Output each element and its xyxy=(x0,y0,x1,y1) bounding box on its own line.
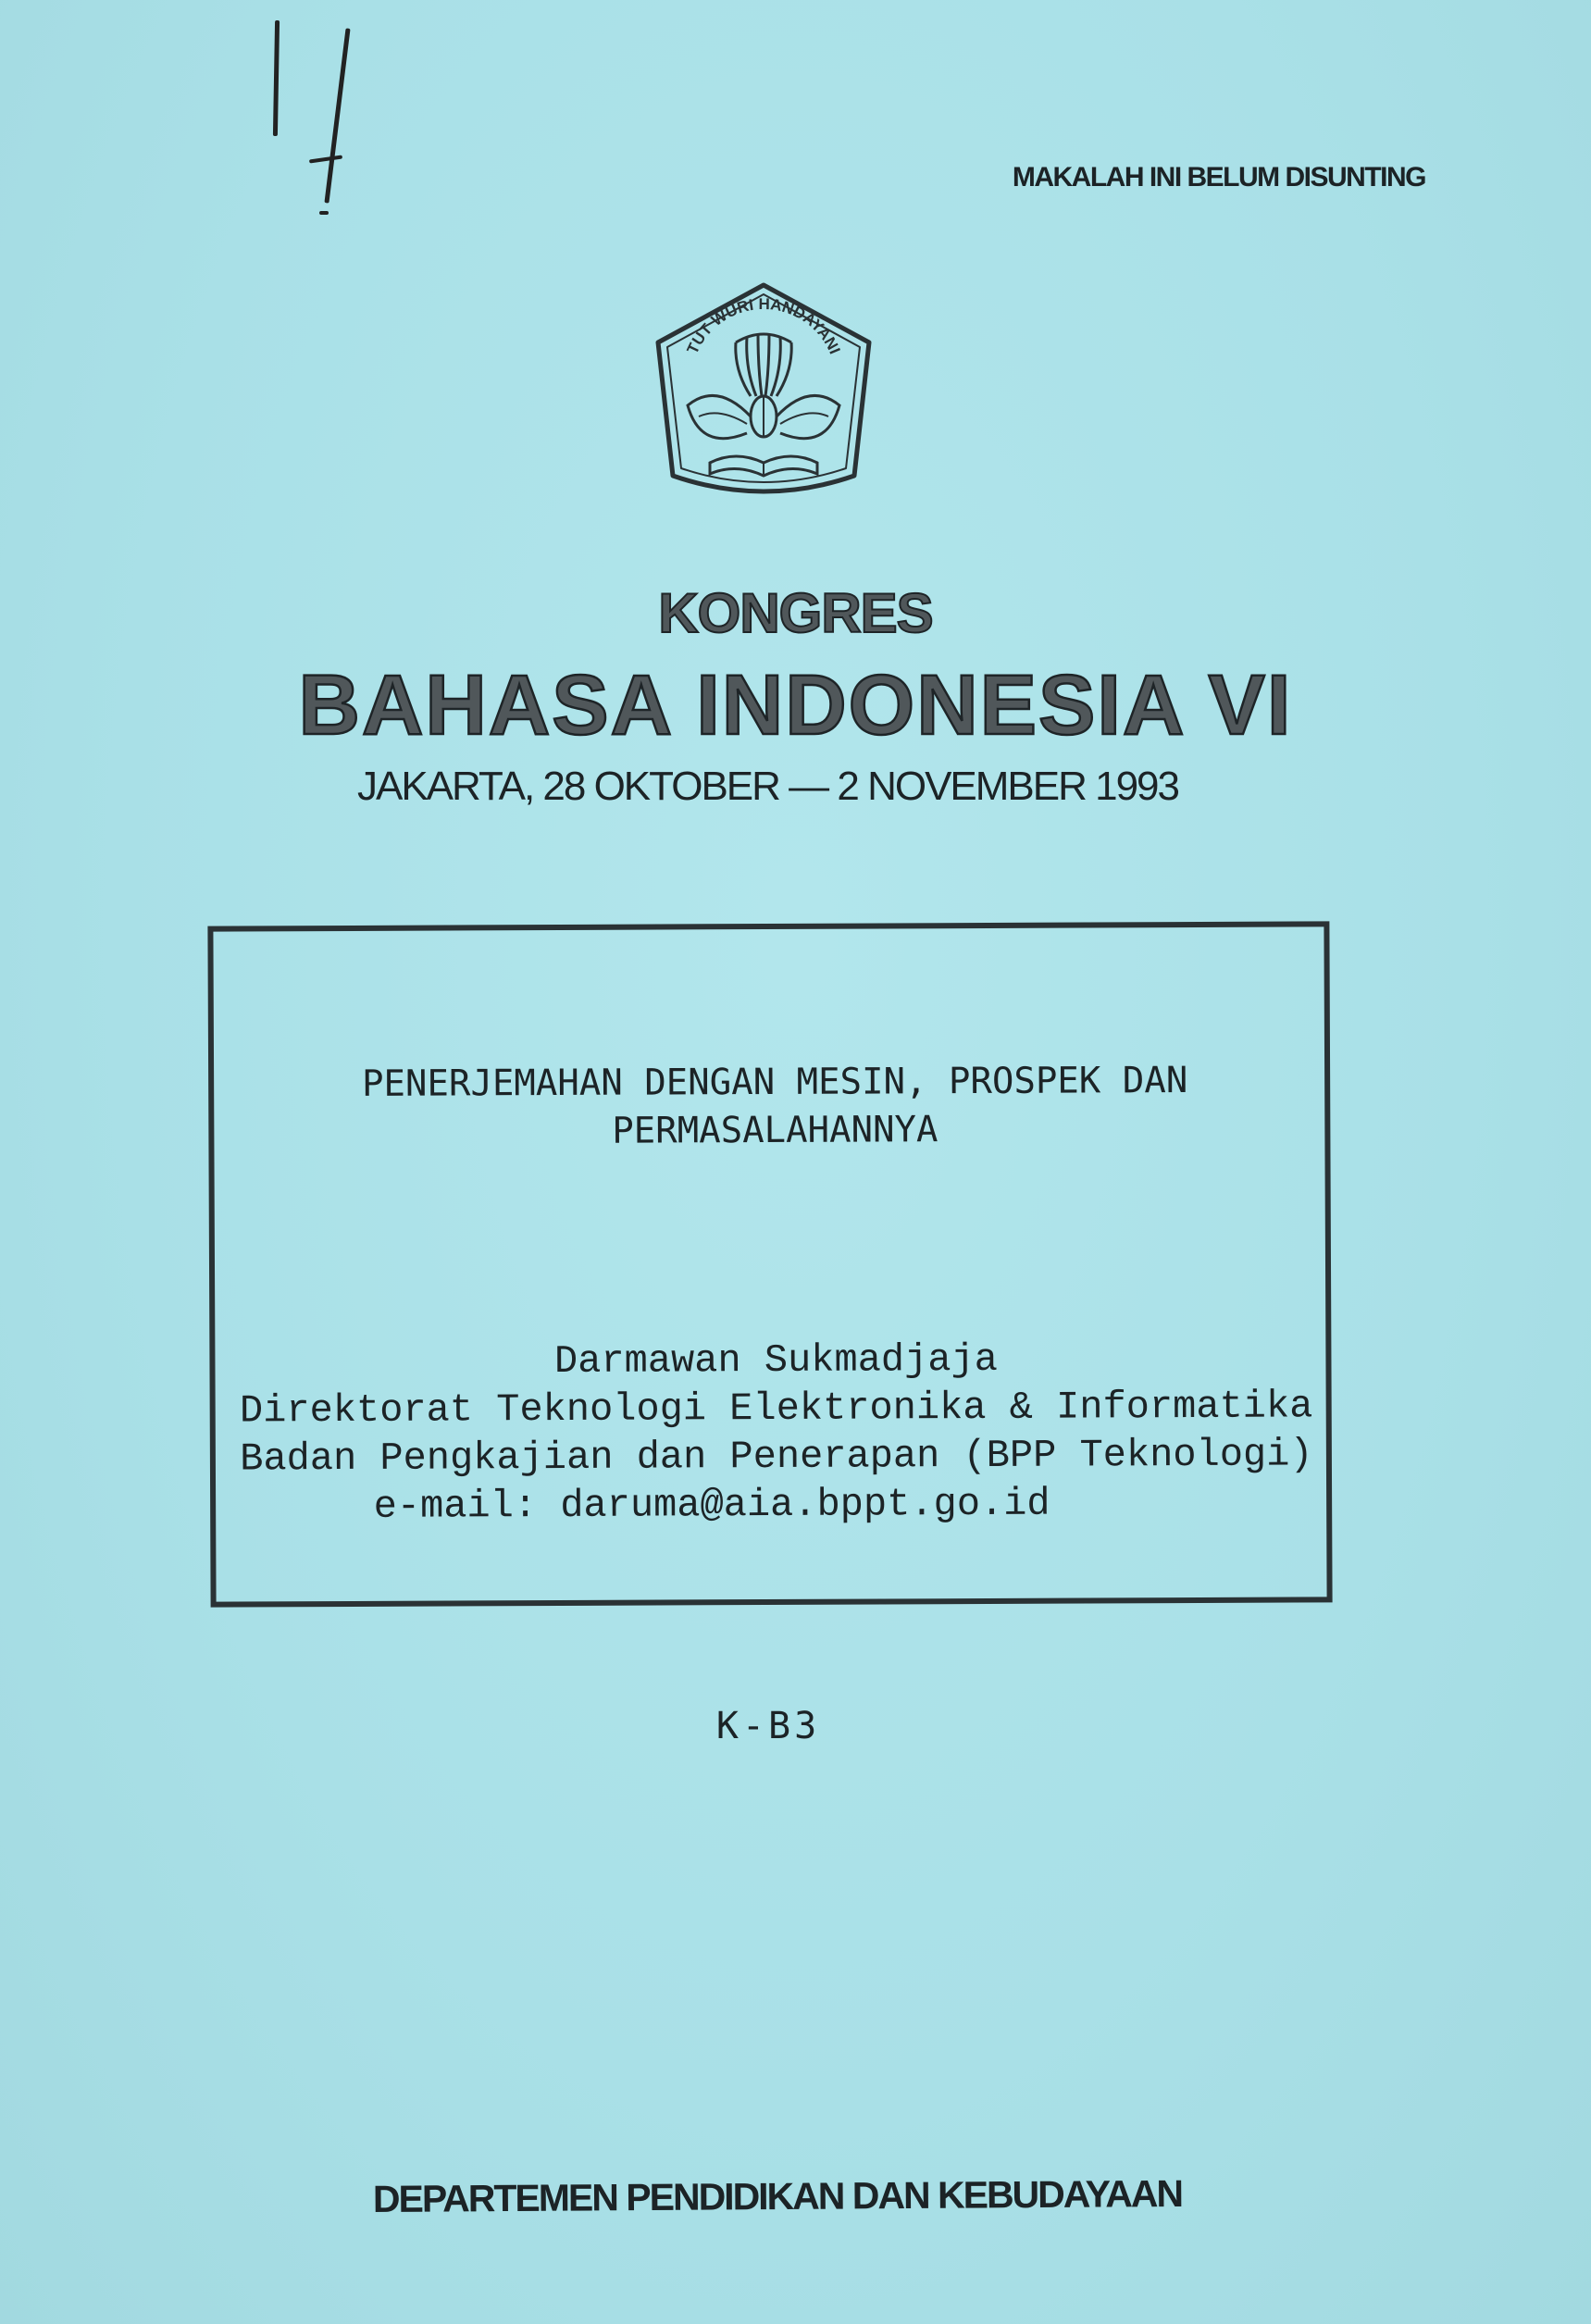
handwritten-mark xyxy=(319,211,329,215)
paper-title-line: PERMASALAHANNYA xyxy=(612,1109,938,1152)
congress-date-location: JAKARTA, 28 OKTOBER — 2 NOVEMBER 1993 xyxy=(356,764,1179,809)
author-block xyxy=(215,1334,1337,1531)
svg-text:TUT WURI HANDAYANI: TUT WURI HANDAYANI xyxy=(683,294,844,357)
paper-code: K-B3 xyxy=(715,1705,821,1747)
author-institution: Badan Pengkajian dan Penerapan (BPP Teknologi) xyxy=(240,1432,1313,1482)
paper-title-line: PENERJEMAHAN DENGAN MESIN, PROSPEK DAN xyxy=(361,1060,1188,1105)
paper-info-box xyxy=(207,921,1332,1607)
handwritten-mark xyxy=(324,28,350,203)
department-name: DEPARTEMEN PENDIDIKAN DAN KEBUDAYAAN xyxy=(372,2171,1183,2221)
congress-label: KONGRES xyxy=(658,582,933,644)
author-email: e-mail: daruma@aia.bppt.go.id xyxy=(373,1481,1050,1529)
congress-title: BAHASA INDONESIA VI xyxy=(298,658,1293,752)
paper-title xyxy=(214,1056,1336,1157)
handwritten-mark xyxy=(309,155,342,164)
author-name: Darmawan Sukmadjaja xyxy=(553,1336,998,1385)
handwritten-mark xyxy=(273,20,280,136)
author-unit: Direktorat Teknologi Elektronika & Informatika xyxy=(239,1384,1313,1434)
tut-wuri-handayani-emblem-icon xyxy=(643,278,884,504)
unedited-notice: MAKALAH INI BELUM DISUNTING xyxy=(1012,162,1425,193)
